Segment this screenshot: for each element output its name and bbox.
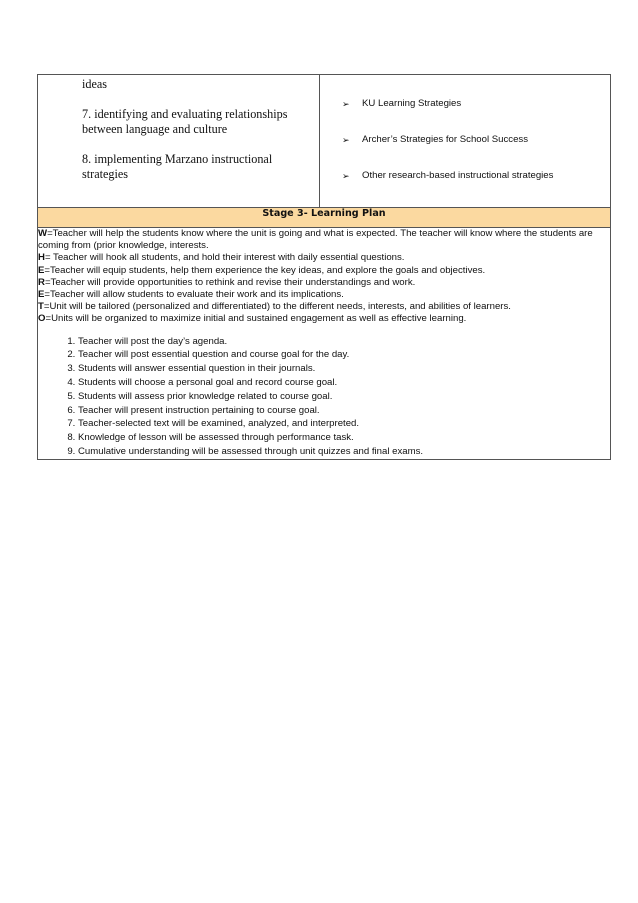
strategy-label: Archer’s Strategies for School Success	[362, 134, 529, 145]
plan-body-cell	[38, 228, 611, 460]
list-item: 4. Students will choose a personal goal and record course goal.	[78, 376, 610, 390]
plan-body-row	[38, 228, 611, 460]
whereto-item	[38, 277, 610, 289]
whereto-text: =Teacher will equip students, help them experience the key ideas, and explore the goals and objectives.	[44, 264, 486, 276]
left-objectives-cell	[38, 75, 320, 208]
strategy-label: Other research-based instructional strategies	[362, 170, 554, 181]
list-item: 7. Teacher-selected text will be examined, analyzed, and interpreted.	[78, 417, 610, 431]
whereto-text: =Teacher will help the students know where the unit is going and what is expected. The teacher will know where the students are coming from (prior knowledge, interests.	[38, 228, 593, 252]
whereto-letter: T	[38, 301, 44, 313]
whereto-item	[38, 265, 610, 277]
whereto-item	[38, 301, 610, 313]
learning-plan-table	[37, 74, 611, 460]
list-item	[342, 169, 610, 205]
arrow-bullet-icon: ➢	[342, 99, 350, 109]
lesson-steps-list	[38, 335, 610, 459]
list-item: 1. Teacher will post the day’s agenda.	[78, 335, 610, 349]
whereto-letter: W	[38, 228, 48, 239]
whereto-letter: H	[38, 252, 45, 264]
stage-3-title: Stage 3- Learning Plan	[38, 208, 611, 228]
right-strategies-cell	[320, 75, 611, 208]
whereto-item	[38, 289, 610, 301]
arrow-bullet-icon: ➢	[342, 171, 350, 181]
list-item: 6. Teacher will present instruction pertaining to course goal.	[78, 404, 610, 418]
list-item	[342, 97, 610, 133]
objective-item-8: 8. implementing Marzano instructional strategies	[82, 152, 273, 181]
whereto-letter: E	[38, 264, 45, 276]
whereto-text: =Units will be organized to maximize initial and sustained engagement as well as effective learning.	[45, 313, 467, 325]
whereto-item	[38, 252, 610, 264]
whereto-letter: R	[38, 276, 45, 288]
whereto-letter: E	[38, 289, 45, 301]
stage-header-row	[38, 208, 611, 228]
list-item: 2. Teacher will post essential question and course goal for the day.	[78, 348, 610, 362]
list-item: 3. Students will answer essential question in their journals.	[78, 362, 610, 376]
objective-fragment: ideas	[82, 77, 108, 91]
list-item: 8. Knowledge of lesson will be assessed through performance task.	[78, 431, 610, 445]
strategy-label: KU Learning Strategies	[362, 98, 462, 109]
whereto-text: =Unit will be tailored (personalized and differentiated) to the different needs, interests, and abilities of learners.	[43, 301, 511, 313]
whereto-text: = Teacher will hook all students, and hold their interest with daily essential questions.	[44, 252, 405, 264]
whereto-text: =Teacher will allow students to evaluate their work and its implications.	[44, 289, 344, 301]
whereto-letter: O	[38, 313, 46, 325]
arrow-bullet-icon: ➢	[342, 135, 350, 145]
whereto-list	[38, 228, 610, 326]
list-item: 9. Cumulative understanding will be assessed through unit quizzes and final exams.	[78, 445, 610, 459]
list-item	[342, 133, 610, 169]
whereto-item	[38, 228, 610, 252]
strategies-row	[38, 75, 611, 208]
strategies-list	[320, 75, 610, 205]
whereto-item	[38, 313, 610, 325]
list-item: 5. Students will assess prior knowledge related to course goal.	[78, 390, 610, 404]
whereto-text: =Teacher will provide opportunities to rethink and revise their understandings and work.	[44, 276, 416, 288]
objective-item-7: 7. identifying and evaluating relationships between language and culture	[82, 107, 288, 136]
